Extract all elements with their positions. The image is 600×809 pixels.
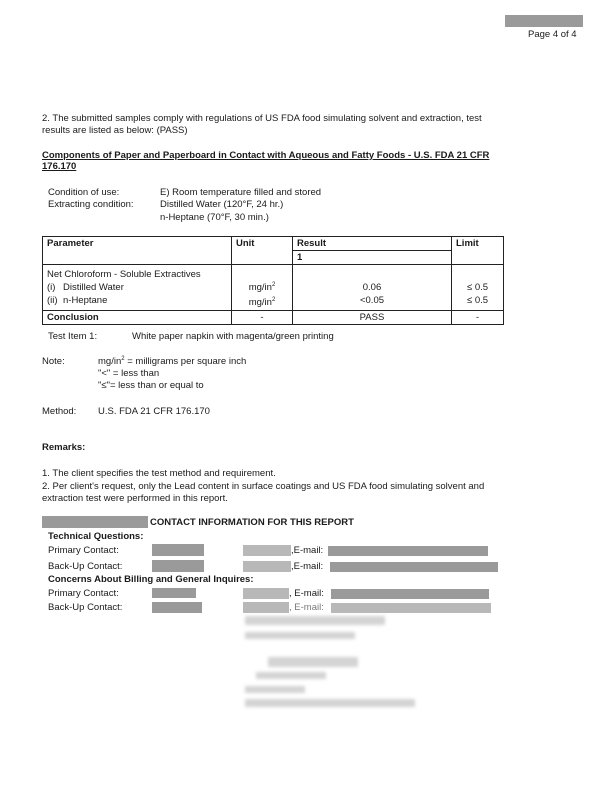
test-item-value: White paper napkin with magenta/green printing bbox=[132, 331, 334, 342]
conclusion-limit: - bbox=[452, 311, 504, 325]
blurred-signature-name bbox=[268, 657, 358, 667]
billing-heading: Concerns About Billing and General Inquires: bbox=[48, 574, 254, 585]
unit-cell bbox=[232, 265, 293, 311]
extracting-condition-value-2: n-Heptane (70°F, 30 min.) bbox=[160, 212, 269, 223]
remarks-item-2-line-1: 2. Per client's request, only the Lead content in surface coatings and US FDA food simulating solvent and bbox=[42, 481, 485, 492]
header-unit: Unit bbox=[232, 237, 293, 265]
row-2-unit bbox=[236, 294, 288, 309]
group-label: Net Chloroform - Soluble Extractives bbox=[47, 269, 201, 281]
blurred-footer-line-2 bbox=[245, 699, 415, 707]
tech-primary-label: Primary Contact: bbox=[48, 545, 119, 556]
redacted-tech-primary-name bbox=[152, 544, 204, 556]
row-2-parameter bbox=[47, 294, 227, 307]
row-1-parameter bbox=[47, 281, 227, 294]
condition-of-use-value: E) Room temperature filled and stored bbox=[160, 187, 322, 198]
page-number: Page 4 of 4 bbox=[528, 29, 577, 40]
result-cell bbox=[293, 265, 452, 311]
conclusion-result: PASS bbox=[293, 311, 452, 325]
row-1-limit: ≤ 0.5 bbox=[466, 282, 489, 294]
redacted-header-logo bbox=[505, 15, 583, 27]
limit-cell bbox=[452, 265, 504, 311]
redacted-billing-primary-phone bbox=[243, 588, 289, 599]
section-title-line-2: 176.170 bbox=[42, 161, 77, 172]
row-1-index: (i) bbox=[47, 282, 56, 294]
billing-backup-label: Back-Up Contact: bbox=[48, 602, 123, 613]
row-1-result: 0.06 bbox=[362, 282, 382, 294]
note-label: Note: bbox=[42, 356, 65, 367]
redacted-billing-backup-name bbox=[152, 602, 202, 613]
tech-backup-email-label: ,E-mail: bbox=[291, 561, 324, 572]
redacted-billing-primary-name bbox=[152, 588, 196, 598]
remarks-item-2-line-2: extraction test were performed in this report. bbox=[42, 493, 228, 504]
row-2-unit-text: mg/in bbox=[248, 297, 272, 309]
method-label: Method: bbox=[42, 406, 77, 417]
note-line-3: "≤"= less than or equal to bbox=[98, 380, 204, 391]
conclusion-label: Conclusion bbox=[43, 311, 232, 325]
redacted-billing-backup-phone bbox=[243, 602, 289, 613]
blurred-footer-line-1 bbox=[245, 686, 305, 693]
header-parameter: Parameter bbox=[43, 237, 232, 265]
redacted-tech-primary-phone bbox=[243, 545, 291, 556]
row-1-unit bbox=[236, 279, 288, 294]
header-result-sample-1: 1 bbox=[293, 251, 452, 265]
row-1-unit-sup: 2 bbox=[271, 282, 276, 288]
blurred-signature-line bbox=[245, 632, 355, 639]
note-unit-definition: = milligrams per square inch bbox=[124, 356, 247, 368]
blurred-signature-title bbox=[256, 672, 326, 679]
blurred-signature-block bbox=[245, 616, 385, 625]
header-result: Result bbox=[293, 237, 452, 251]
redacted-tech-backup-name bbox=[152, 560, 204, 572]
contact-title: CONTACT INFORMATION FOR THIS REPORT bbox=[150, 517, 354, 528]
table-row bbox=[43, 265, 504, 311]
intro-line-2: results are listed as below: (PASS) bbox=[42, 125, 188, 136]
condition-of-use-label: Condition of use: bbox=[48, 187, 120, 198]
row-1-unit-text: mg/in bbox=[248, 282, 272, 294]
parameter-cell bbox=[43, 265, 232, 311]
row-1-name: Distilled Water bbox=[63, 282, 124, 294]
row-2-unit-sup: 2 bbox=[271, 297, 276, 304]
note-line-1 bbox=[98, 356, 246, 367]
technical-questions-heading: Technical Questions: bbox=[48, 531, 144, 542]
conclusion-unit: - bbox=[232, 311, 293, 325]
method-value: U.S. FDA 21 CFR 176.170 bbox=[98, 406, 210, 417]
redacted-company-name bbox=[42, 516, 148, 528]
redacted-billing-backup-email bbox=[331, 603, 491, 613]
tech-backup-label: Back-Up Contact: bbox=[48, 561, 123, 572]
section-title-line-1: Components of Paper and Paperboard in Contact with Aqueous and Fatty Foods - U.S. FDA 21 CFR bbox=[42, 150, 490, 161]
remarks-item-1: 1. The client specifies the test method and requirement. bbox=[42, 468, 276, 479]
row-2-index: (ii) bbox=[47, 295, 58, 307]
note-unit-text: mg/in bbox=[98, 356, 122, 368]
note-line-2: "<" = less than bbox=[98, 368, 160, 379]
extracting-condition-label: Extracting condition: bbox=[48, 199, 134, 210]
test-item-label: Test Item 1: bbox=[48, 331, 98, 342]
extracting-condition-value-1: Distilled Water (120°F, 24 hr.) bbox=[160, 199, 284, 210]
row-2-name: n-Heptane bbox=[63, 295, 108, 307]
tech-primary-email-label: ,E-mail: bbox=[291, 545, 324, 556]
results-table bbox=[42, 236, 504, 325]
billing-primary-label: Primary Contact: bbox=[48, 588, 119, 599]
redacted-tech-primary-email bbox=[328, 546, 488, 556]
row-2-limit: ≤ 0.5 bbox=[466, 295, 489, 307]
billing-backup-email-label: , E-mail: bbox=[289, 602, 324, 613]
redacted-billing-primary-email bbox=[331, 589, 489, 599]
redacted-tech-backup-phone bbox=[243, 561, 291, 572]
section-title bbox=[42, 150, 489, 172]
conclusion-row bbox=[43, 311, 504, 325]
row-2-result: <0.05 bbox=[359, 295, 385, 307]
table-header-row bbox=[43, 237, 504, 251]
note-unit-sup: 2 bbox=[121, 356, 125, 362]
redacted-tech-backup-email bbox=[330, 562, 498, 572]
remarks-title: Remarks: bbox=[42, 442, 86, 453]
billing-primary-email-label: , E-mail: bbox=[289, 588, 324, 599]
intro-line-1: 2. The submitted samples comply with regulations of US FDA food simulating solvent and extraction, test bbox=[42, 113, 482, 124]
header-limit: Limit bbox=[452, 237, 504, 265]
